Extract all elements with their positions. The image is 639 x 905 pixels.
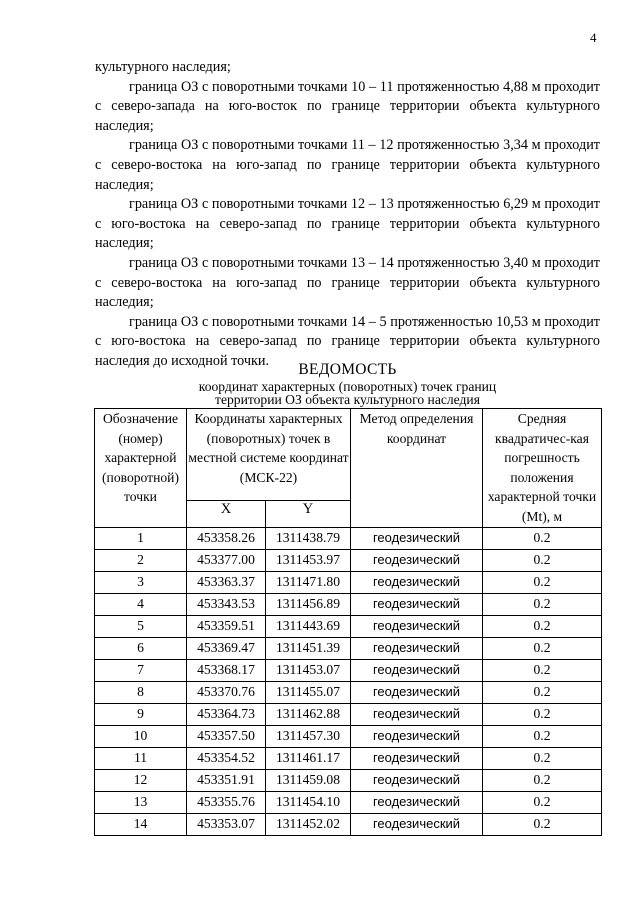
point-number-cell: 9 [95, 703, 187, 725]
y-coordinate-cell: 1311455.07 [266, 681, 351, 703]
point-number-cell: 7 [95, 659, 187, 681]
header-y: Y [266, 500, 351, 527]
paragraph: граница ОЗ с поворотными точками 13 – 14 протяженностью 3,40 м проходит с северо-востока на юго-запад по границе территории объекта культурного наследия; [95, 254, 600, 311]
error-value-cell: 0.2 [483, 659, 602, 681]
point-number-cell: 8 [95, 681, 187, 703]
method-cell: геодезический [351, 703, 483, 725]
paragraph: граница ОЗ с поворотными точками 11 – 12 протяженностью 3,34 м проходит с северо-востока на юго-запад по границе территории объекта культурного наследия; [95, 137, 600, 193]
x-coordinate-cell: 453351.91 [187, 769, 266, 791]
error-value-cell: 0.2 [483, 769, 602, 791]
table-heading [95, 362, 600, 407]
header-designation: Обозначение (номер) характерной (поворотной) точки [95, 409, 187, 528]
table-row [95, 615, 602, 637]
x-coordinate-cell: 453377.00 [187, 549, 266, 571]
heading-subtitle-line-1: координат характерных (поворотных) точек границ [198, 378, 497, 394]
table-row [95, 703, 602, 725]
y-coordinate-cell: 1311471.80 [266, 571, 351, 593]
error-value-cell: 0.2 [483, 527, 602, 549]
error-value-cell: 0.2 [483, 549, 602, 571]
error-value-cell: 0.2 [483, 813, 602, 835]
point-number-cell: 1 [95, 527, 187, 549]
table-row [95, 813, 602, 835]
method-cell: геодезический [351, 659, 483, 681]
table-row [95, 681, 602, 703]
table-row [95, 747, 602, 769]
error-value-cell: 0.2 [483, 681, 602, 703]
y-coordinate-cell: 1311454.10 [266, 791, 351, 813]
x-coordinate-cell: 453368.17 [187, 659, 266, 681]
x-coordinate-cell: 453359.51 [187, 615, 266, 637]
y-coordinate-cell: 1311453.07 [266, 659, 351, 681]
point-number-cell: 11 [95, 747, 187, 769]
method-cell: геодезический [351, 681, 483, 703]
table-row [95, 593, 602, 615]
point-number-cell: 6 [95, 637, 187, 659]
paragraph: культурного наследия; [95, 59, 231, 75]
heading-subtitle-line-2: территории ОЗ объекта культурного наследия [215, 392, 480, 408]
point-number-cell: 3 [95, 571, 187, 593]
paragraph: граница ОЗ с поворотными точками 14 – 5 протяженностью 10,53 м проходит с юго-востока на северо-запад по границе территории объекта культурного наследия до исходной точки. [95, 313, 600, 369]
method-cell: геодезический [351, 769, 483, 791]
error-value-cell: 0.2 [483, 725, 602, 747]
page-number: 4 [590, 30, 597, 45]
x-coordinate-cell: 453358.26 [187, 527, 266, 549]
method-cell: геодезический [351, 549, 483, 571]
x-coordinate-cell: 453354.52 [187, 747, 266, 769]
error-value-cell: 0.2 [483, 703, 602, 725]
x-coordinate-cell: 453355.76 [187, 791, 266, 813]
heading-title: ВЕДОМОСТЬ [298, 361, 397, 378]
y-coordinate-cell: 1311451.39 [266, 637, 351, 659]
table-row [95, 791, 602, 813]
method-cell: геодезический [351, 527, 483, 549]
error-value-cell: 0.2 [483, 615, 602, 637]
method-cell: геодезический [351, 615, 483, 637]
point-number-cell: 2 [95, 549, 187, 571]
x-coordinate-cell: 453370.76 [187, 681, 266, 703]
y-coordinate-cell: 1311457.30 [266, 725, 351, 747]
table-row [95, 659, 602, 681]
x-coordinate-cell: 453369.47 [187, 637, 266, 659]
point-number-cell: 14 [95, 813, 187, 835]
method-cell: геодезический [351, 593, 483, 615]
method-cell: геодезический [351, 571, 483, 593]
table-row [95, 637, 602, 659]
table-row [95, 769, 602, 791]
table-row [95, 527, 602, 549]
x-coordinate-cell: 453353.07 [187, 813, 266, 835]
error-value-cell: 0.2 [483, 571, 602, 593]
paragraph: граница ОЗ с поворотными точками 12 – 13 протяженностью 6,29 м проходит с юго-востока на северо-запад по границе территории объекта культурного наследия; [95, 196, 600, 252]
body-text [95, 58, 600, 372]
coordinates-table [94, 408, 602, 836]
table-row [95, 571, 602, 593]
method-cell: геодезический [351, 725, 483, 747]
paragraph: граница ОЗ с поворотными точками 10 – 11 протяженностью 4,88 м проходит с северо-запада на юго-восток по границе территории объекта культурного наследия; [95, 78, 600, 134]
header-method: Метод определения координат [351, 409, 483, 528]
header-coordinates: Координаты характерных (поворотных) точек в местной системе координат (МСК-22) [187, 409, 351, 501]
method-cell: геодезический [351, 637, 483, 659]
method-cell: геодезический [351, 813, 483, 835]
error-value-cell: 0.2 [483, 637, 602, 659]
point-number-cell: 5 [95, 615, 187, 637]
error-value-cell: 0.2 [483, 791, 602, 813]
method-cell: геодезический [351, 791, 483, 813]
y-coordinate-cell: 1311438.79 [266, 527, 351, 549]
point-number-cell: 4 [95, 593, 187, 615]
y-coordinate-cell: 1311453.97 [266, 549, 351, 571]
point-number-cell: 12 [95, 769, 187, 791]
y-coordinate-cell: 1311459.08 [266, 769, 351, 791]
method-cell: геодезический [351, 747, 483, 769]
x-coordinate-cell: 453363.37 [187, 571, 266, 593]
x-coordinate-cell: 453364.73 [187, 703, 266, 725]
x-coordinate-cell: 453343.53 [187, 593, 266, 615]
table-row [95, 725, 602, 747]
x-coordinate-cell: 453357.50 [187, 725, 266, 747]
y-coordinate-cell: 1311461.17 [266, 747, 351, 769]
error-value-cell: 0.2 [483, 747, 602, 769]
y-coordinate-cell: 1311452.02 [266, 813, 351, 835]
y-coordinate-cell: 1311456.89 [266, 593, 351, 615]
error-value-cell: 0.2 [483, 593, 602, 615]
y-coordinate-cell: 1311462.88 [266, 703, 351, 725]
point-number-cell: 13 [95, 791, 187, 813]
table-row [95, 549, 602, 571]
header-x: X [187, 500, 266, 527]
header-error: Средняя квадратичес-кая погрешность положения характерной точки (Mt), м [483, 409, 602, 528]
point-number-cell: 10 [95, 725, 187, 747]
y-coordinate-cell: 1311443.69 [266, 615, 351, 637]
